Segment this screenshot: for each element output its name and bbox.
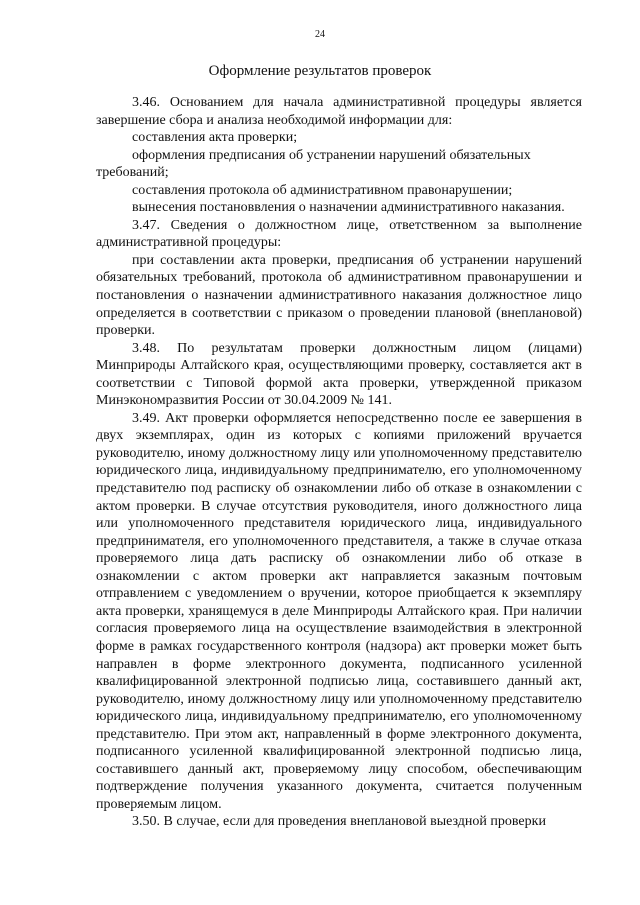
page-number: 24 (315, 29, 325, 40)
paragraph: 3.49. Акт проверки оформляется непосредственно после ее завершения в двух экземплярах, один из которых с копиями приложений вручается руководителю, иному должностному лицу или уполномоченному представителю юридического лица, индивидуальному предпринимателю, его уполномоченному представителю под расписку об ознакомлении либо об отказе в ознакомлении с актом проверки. В случае отсутствия руководителя, иного должностного лица или уполномоченного представителя юридического лица, индивидуального предпринимателя, его уполномоченного представителя, а также в случае отказа проверяемого лица дать расписку об ознакомлении либо об отказе в ознакомлении с актом проверки акт направляется заказным почтовым отправлением с уведомлением о вручении, которое приобщается к экземпляру акта проверки, хранящемуся в деле Минприроды Алтайского края. При наличии согласия проверяемого лица на осуществление взаимодействия в электронной форме в рамках государственного контроля (надзора) акт проверки может быть направлен в форме электронного документа, подписанного усиленной квалифицированной электронной подписью лица, составившего данный акт, руководителю, иному должностному лицу или уполномоченному представителю юридического лица, индивидуальному предпринимателю, его уполномоченному представителю. При этом акт, направленный в форме электронного документа, подписанного усиленной квалифицированной электронной подписью лица, составившего данный акт, проверяемому лицу способом, обеспечивающим подтверждение получения указанного документа, считается полученным проверяемым лицом. (96, 410, 582, 812)
paragraph: при составлении акта проверки, предписания об устранении нарушений обязательных требований, протокола об административном правонарушении и постановления о назначении административного наказания должностное лицо определяется в соответствии с приказом о проведении плановой (внеплановой) проверки. (96, 252, 582, 339)
list-item-paragraph: вынесения постановвления о назначении административного наказания. (132, 200, 565, 216)
section-title: Оформление результатов проверок (208, 63, 432, 79)
list-item-paragraph: составления протокола об административном правонарушении; (132, 182, 513, 198)
document-body (96, 94, 582, 831)
paragraph: 3.47. Сведения о должностном лице, ответственном за выполнение административной процедуры: (96, 217, 582, 251)
paragraph: 3.48. По результатам проверки должностным лицом (лицами) Минприроды Алтайского края, осуществляющими проверку, составляется акт в соответствии с Типовой формой акта проверки, утвержденной приказом Минэкономразвития России от 30.04.2009 № 141. (96, 340, 582, 409)
list-item-paragraph: составления акта проверки; (132, 130, 298, 146)
paragraph: 3.50. В случае, если для проведения внеплановой выездной проверки (132, 814, 546, 830)
paragraph: 3.46. Основанием для начала административной процедуры является завершение сбора и анализа необходимой информации для: (96, 95, 582, 128)
list-item-paragraph: оформления предписания об устранении нарушений обязательных требований; (96, 147, 531, 181)
